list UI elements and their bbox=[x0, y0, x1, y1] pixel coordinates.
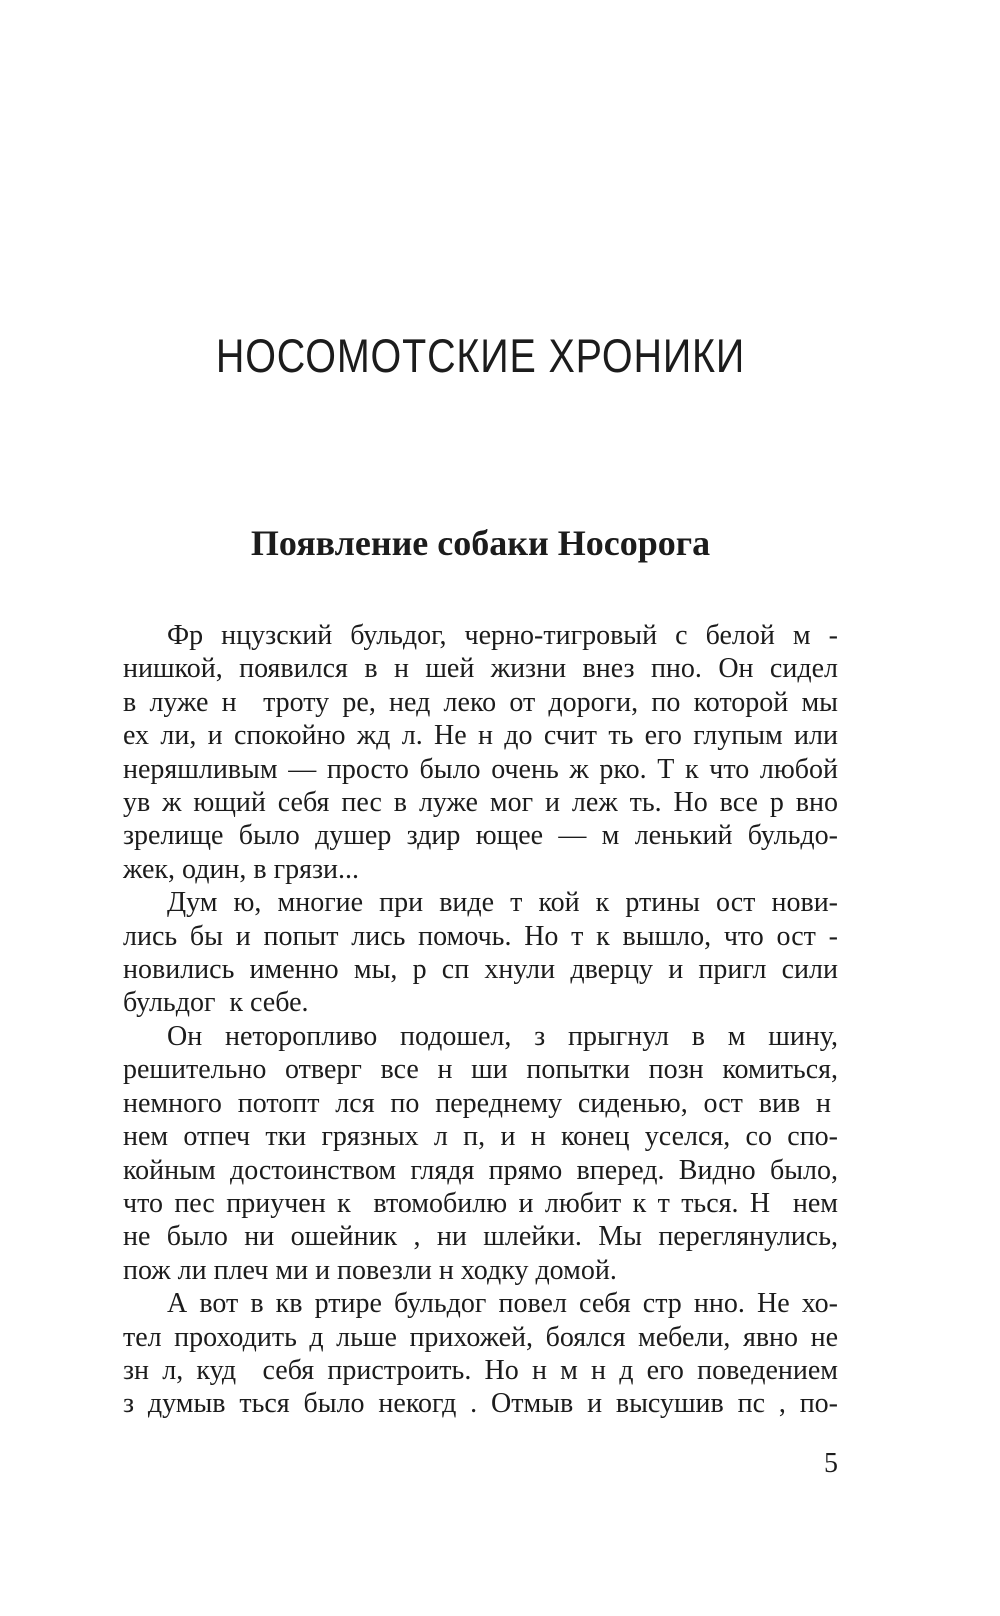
text-line: зн л, куд себя пристроить. Но н м н д его поведением bbox=[123, 1354, 838, 1386]
text-line: немного потопт лся по переднему сиденью, ост вив н bbox=[123, 1087, 838, 1119]
text-line: нишкой, появился в н шей жизни внез пно. Он сидел bbox=[123, 653, 838, 685]
section-title: Появление собаки Носорога bbox=[250, 523, 711, 563]
text-line: тел проходить д льше прихожей, боялся мебели, явно не bbox=[123, 1321, 838, 1353]
text-line: неряшливым — просто было очень ж рко. Т к что любой bbox=[123, 753, 838, 785]
text-line: бульдог к себе. bbox=[123, 987, 309, 1019]
text-line: что пес приучен к втомобилю и любит к т ться. Н нем bbox=[123, 1187, 838, 1219]
text-line: ув ж ющий себя пес в луже мог и леж ть. Но все р вно bbox=[123, 787, 838, 819]
text-line: Фр нцузский бульдог, черно-тигровый с белой м - bbox=[167, 620, 838, 651]
text-line: в луже н троту ре, нед леко от дороги, по которой мы bbox=[123, 686, 838, 718]
chapter-title: НОСОМОТСКИЕ ХРОНИКИ bbox=[215, 329, 746, 382]
text-line: Дум ю, многие при виде т кой к ртины ост нови- bbox=[167, 887, 838, 919]
text-line: решительно отверг все н ши попытки позн комиться, bbox=[123, 1054, 838, 1086]
body-text bbox=[123, 619, 838, 1421]
text-line: Он неторопливо подошел, з прыгнул в м шину, bbox=[167, 1020, 838, 1052]
page-number: 5 bbox=[824, 1448, 838, 1479]
text-line: А вот в кв ртире бульдог повел себя стр нно. Не хо- bbox=[167, 1288, 838, 1320]
text-line: пож ли плеч ми и повезли н ходку домой. bbox=[123, 1254, 617, 1286]
text-line: лись бы и попыт лись помочь. Но т к вышло, что ост - bbox=[123, 920, 838, 952]
text-line: ех ли, и спокойно жд л. Не н до счит ть его глупым или bbox=[123, 720, 838, 752]
text-line: не было ни ошейник , ни шлейки. Мы переглянулись, bbox=[123, 1221, 838, 1253]
text-line: з думыв ться было некогд . Отмыв и высушив пс , по- bbox=[123, 1388, 838, 1420]
text-line: зрелище было душер здир ющее — м ленький бульдо- bbox=[123, 820, 838, 852]
text-line: койным достоинством глядя прямо вперед. Видно было, bbox=[123, 1154, 838, 1186]
text-line: нем отпеч тки грязных л п, и н конец уселся, со спо- bbox=[123, 1121, 838, 1153]
text-line: жек, один, в грязи... bbox=[123, 853, 360, 885]
text-line: новились именно мы, р сп хнули дверцу и пригл сили bbox=[123, 954, 838, 986]
